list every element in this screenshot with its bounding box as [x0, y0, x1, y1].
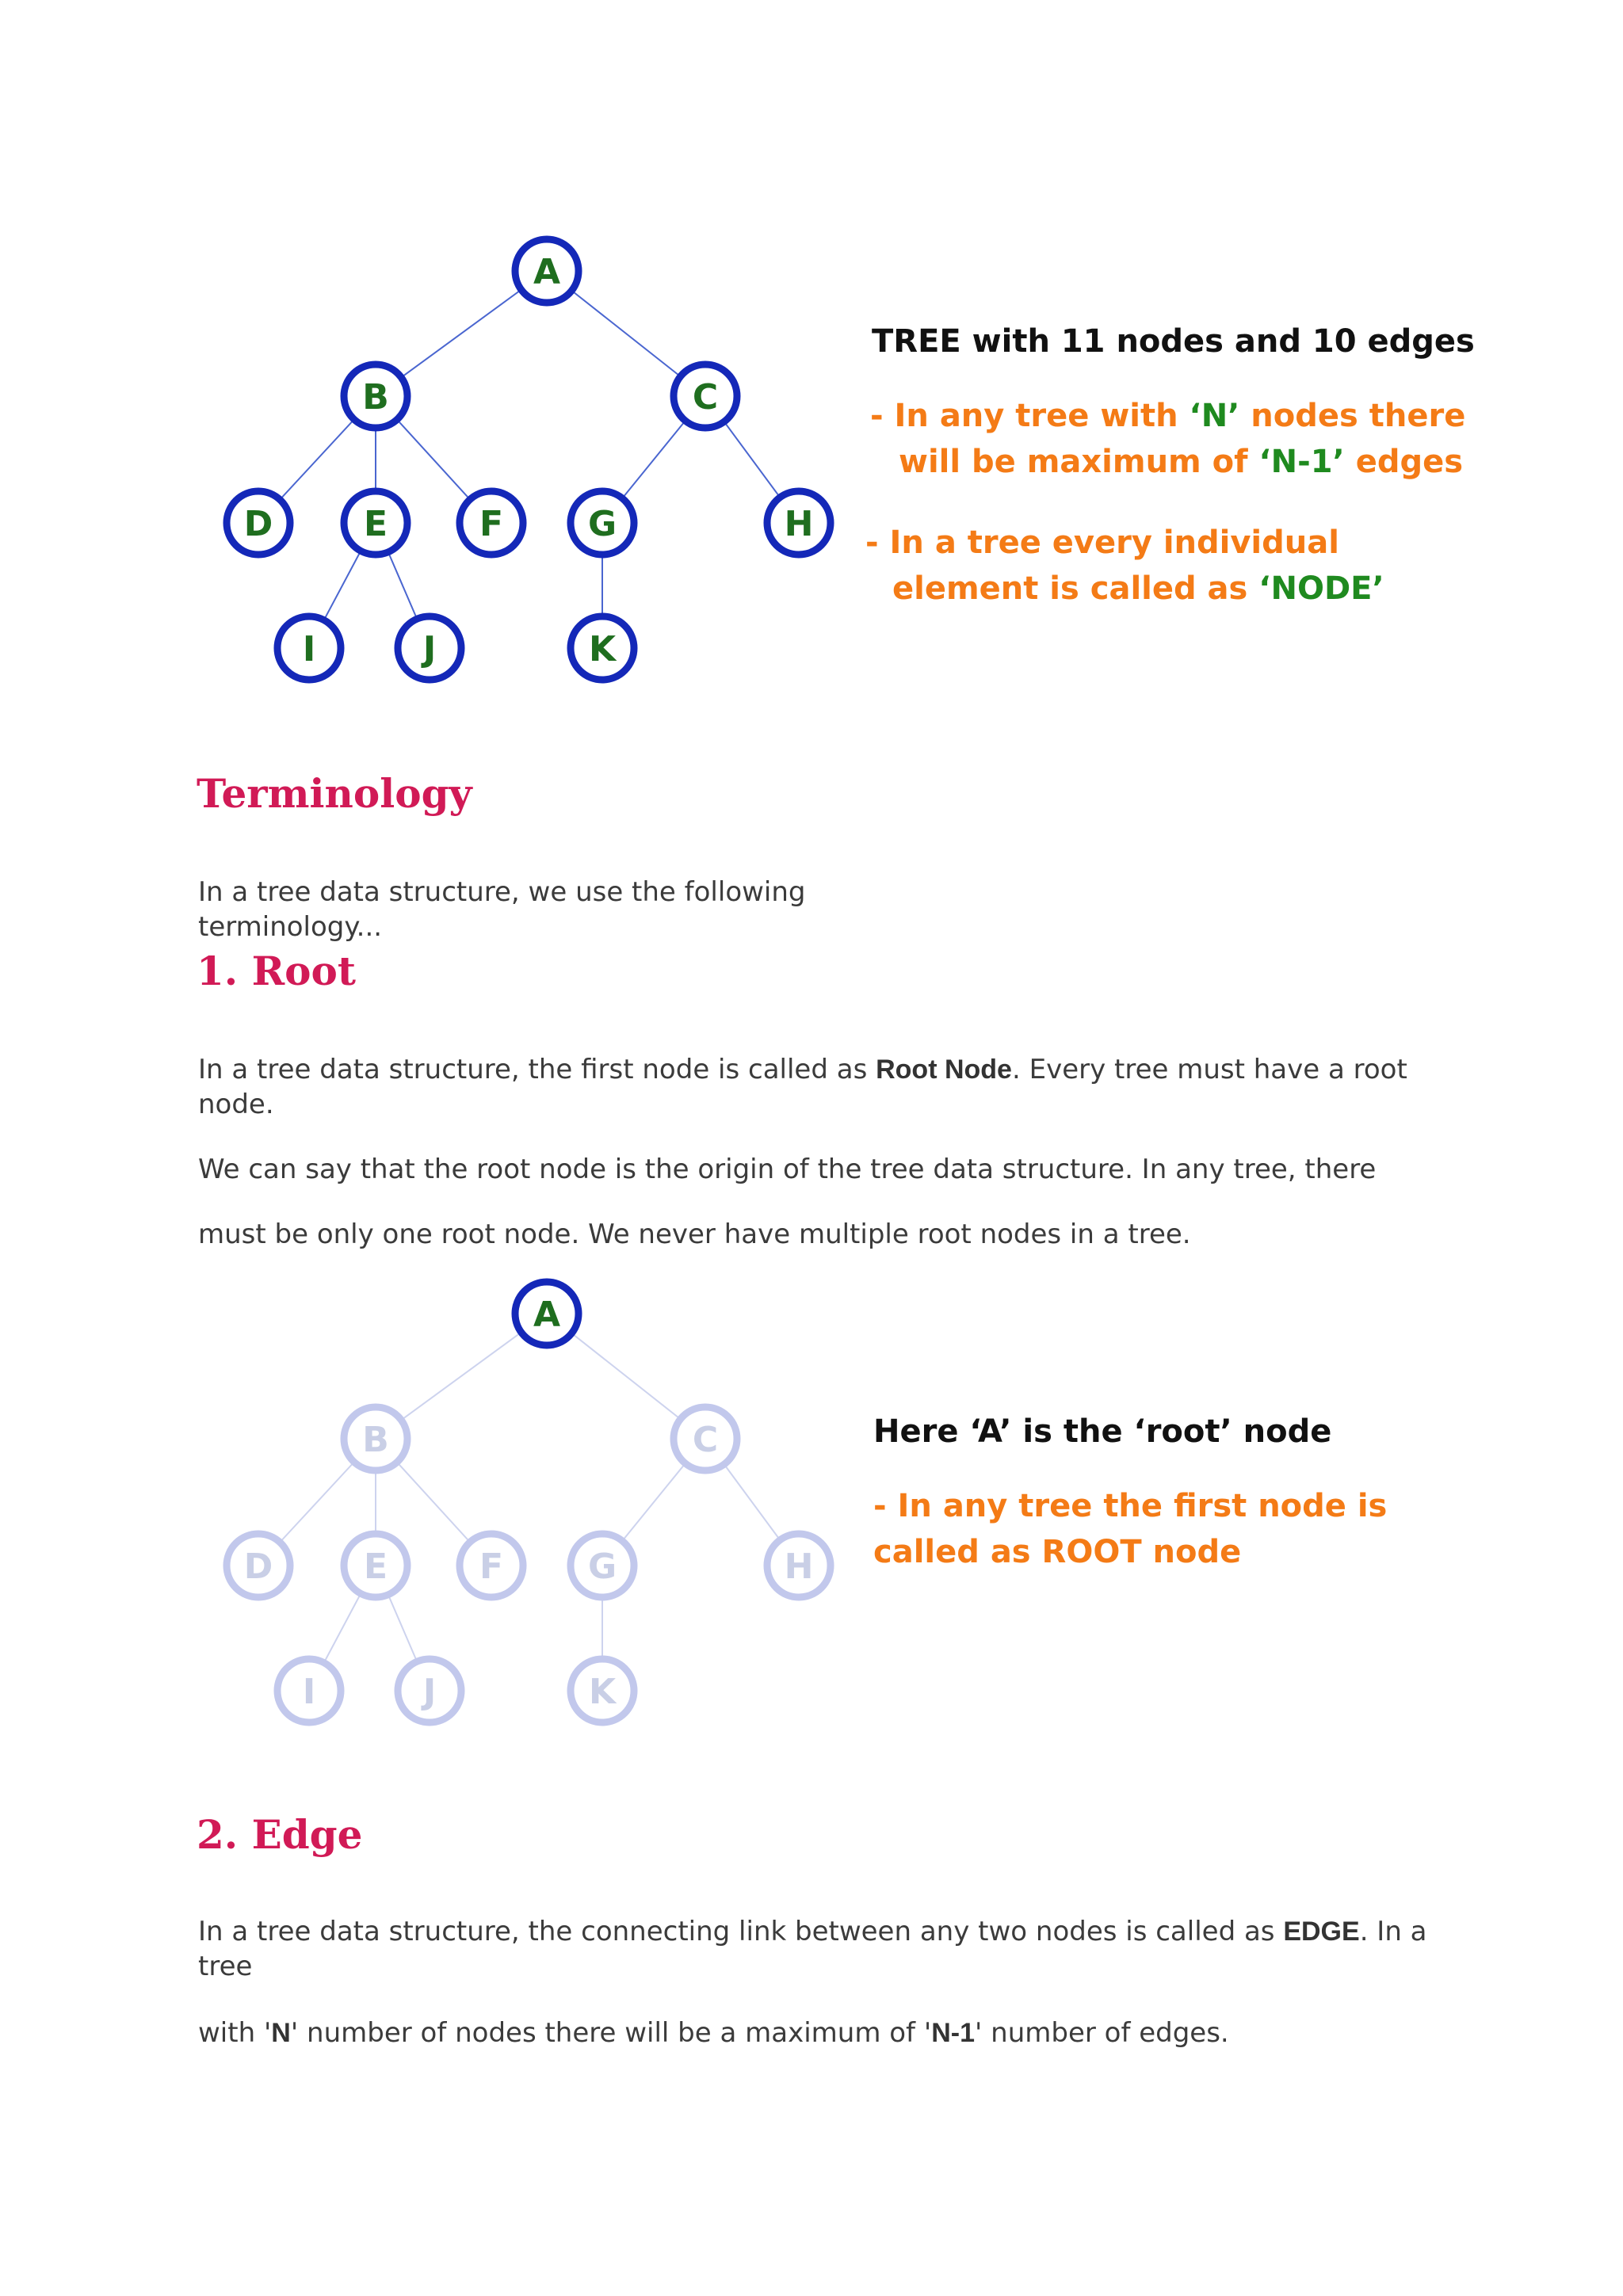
svg-text:A: A: [533, 252, 561, 292]
node-b-faded: [344, 1407, 407, 1470]
figure1-title: TREE with 11 nodes and 10 edges: [872, 323, 1475, 360]
figure2-line-1: - In any tree the first node is: [873, 1488, 1388, 1524]
node-a-root: [515, 1282, 579, 1345]
root-p1-c: . Every tree must have a root: [1011, 1054, 1407, 1085]
edge-p2-c: ' number of nodes there will be a maximum of ': [290, 2017, 932, 2049]
root-paragraph-3: must be only one root node. We never have multiple root nodes in a tree.: [198, 1219, 1191, 1250]
edge-n: N: [271, 2018, 291, 2048]
root-paragraph-2: We can say that the root node is the origin of the tree data structure. In any tree, there: [198, 1154, 1377, 1185]
node-g-faded: [571, 1534, 634, 1597]
terminology-heading: Terminology: [197, 770, 472, 817]
svg-text:A: A: [533, 1295, 561, 1335]
bullet2-node: ‘NODE’: [1258, 570, 1384, 607]
svg-text:J: J: [422, 629, 437, 669]
figure1-bullet-2: [865, 520, 1384, 612]
figure2-title: Here ‘A’ is the ‘root’ node: [873, 1413, 1332, 1450]
edge-heading: 2. Edge: [197, 1811, 363, 1858]
edge-term: EDGE: [1283, 1917, 1360, 1947]
intro-line-1: In a tree data structure, we use the following: [198, 876, 806, 908]
svg-text:B: B: [362, 377, 389, 418]
node-j-faded: [398, 1659, 461, 1722]
svg-text:B: B: [362, 1420, 389, 1460]
bullet1-n-1: ‘N-1’: [1258, 444, 1345, 480]
edge-paragraph-2: [198, 2016, 1229, 2050]
node-c: [674, 364, 737, 428]
root-p1-a: In a tree data structure, the first node is called as: [198, 1054, 876, 1085]
bullet1-n: ‘N’: [1189, 398, 1240, 434]
tree-diagram: [214, 230, 848, 697]
svg-text:C: C: [692, 1420, 719, 1460]
edge-p1-c: . In a: [1359, 1916, 1427, 1947]
svg-text:F: F: [479, 1547, 504, 1587]
bullet2-text-a: - In a tree every individual: [865, 524, 1339, 561]
node-c-faded: [674, 1407, 737, 1470]
root-heading: 1. Root: [197, 948, 356, 994]
svg-text:J: J: [422, 1672, 437, 1712]
svg-text:D: D: [243, 504, 273, 544]
node-e: [344, 491, 407, 555]
svg-text:C: C: [692, 377, 719, 418]
root-p1-d: node.: [198, 1089, 274, 1120]
figure2-note: [873, 1483, 1387, 1575]
tree-figure-full: [214, 230, 848, 697]
svg-text:E: E: [363, 504, 388, 544]
node-d: [227, 491, 290, 555]
bullet1-text-a: - In any tree with: [870, 398, 1190, 434]
edge-n-1: N-1: [931, 2018, 975, 2048]
node-d-faded: [227, 1534, 290, 1597]
root-paragraph-1: [198, 1052, 1434, 1122]
tree-figure-root: [214, 1272, 848, 1740]
node-e-faded: [344, 1534, 407, 1597]
node-h: [767, 491, 831, 555]
svg-text:H: H: [784, 504, 814, 544]
svg-text:E: E: [363, 1547, 388, 1587]
svg-text:G: G: [587, 1547, 617, 1587]
svg-text:I: I: [302, 1672, 316, 1712]
intro-line-2: terminology...: [198, 911, 383, 943]
edge-p1-d: tree: [198, 1951, 253, 1982]
bullet1-text-d: will be maximum of: [899, 444, 1259, 480]
svg-text:K: K: [588, 629, 617, 669]
node-k-faded: [571, 1659, 634, 1722]
svg-text:H: H: [784, 1547, 814, 1587]
svg-text:I: I: [302, 629, 316, 669]
node-f: [460, 491, 523, 555]
edge-p2-e: ' number of edges.: [974, 2017, 1229, 2049]
figure2-line-2: called as ROOT node: [873, 1534, 1242, 1570]
svg-text:G: G: [587, 504, 617, 544]
bullet1-text-c: nodes there: [1239, 398, 1466, 434]
terminology-intro: [198, 875, 806, 944]
node-j: [398, 616, 461, 680]
node-i-faded: [277, 1659, 341, 1722]
edge-paragraph-1: [198, 1914, 1450, 1984]
bullet2-text-b: element is called as: [892, 570, 1259, 607]
root-node-term: Root Node: [876, 1055, 1012, 1085]
svg-text:K: K: [588, 1672, 617, 1712]
svg-text:F: F: [479, 504, 504, 544]
node-g: [571, 491, 634, 555]
node-i: [277, 616, 341, 680]
bullet1-text-f: edges: [1344, 444, 1464, 480]
node-h-faded: [767, 1534, 831, 1597]
node-f-faded: [460, 1534, 523, 1597]
tree-diagram-root-highlight: [214, 1272, 848, 1740]
node-a: [515, 239, 579, 303]
edge-p1-a: In a tree data structure, the connecting link between any two nodes is called as: [198, 1916, 1284, 1947]
edge-p2-a: with ': [198, 2017, 272, 2049]
node-b: [344, 364, 407, 428]
figure1-bullet-1: [870, 393, 1465, 485]
svg-text:D: D: [243, 1547, 273, 1587]
node-k: [571, 616, 634, 680]
